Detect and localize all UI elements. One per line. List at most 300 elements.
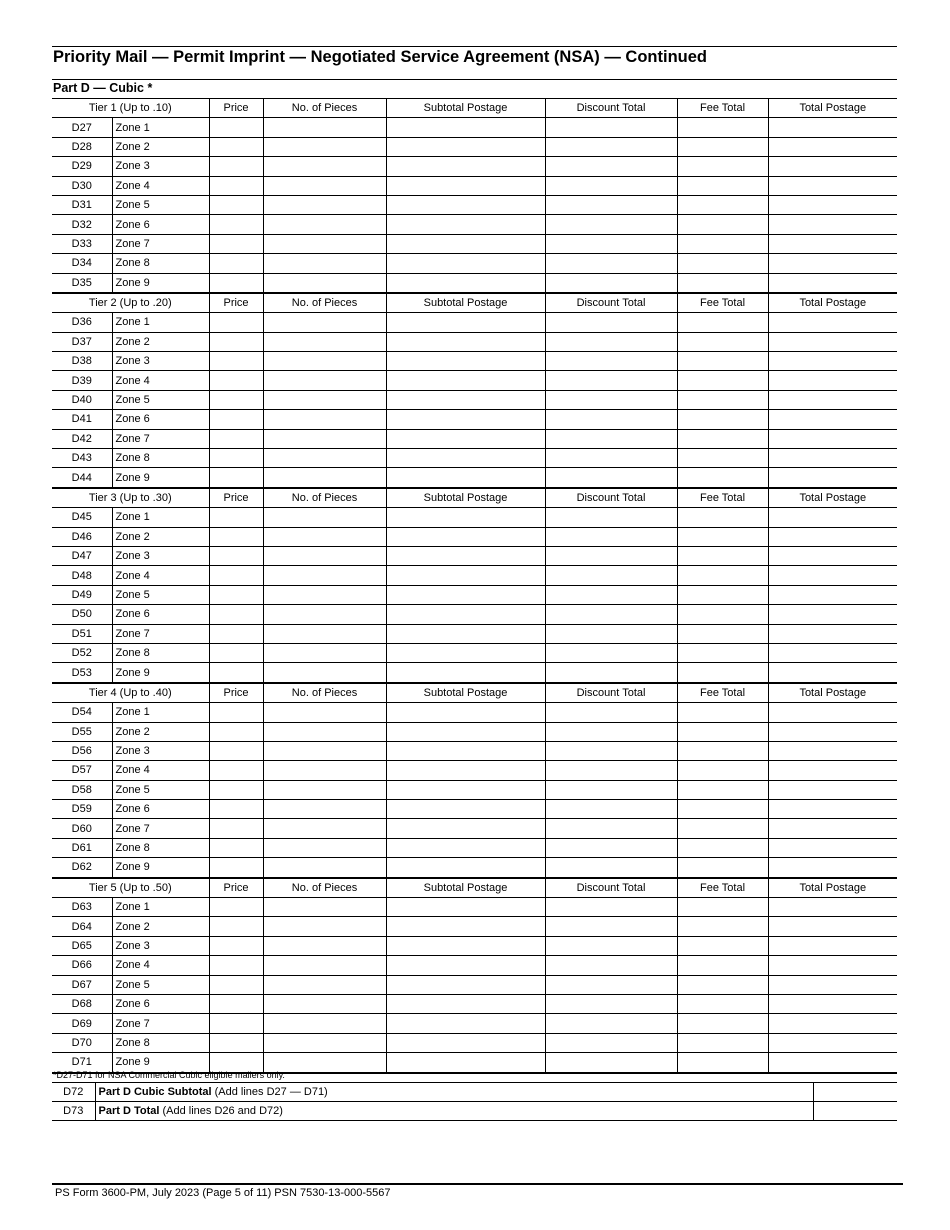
entry-field[interactable] <box>209 313 263 332</box>
entry-field[interactable] <box>263 761 386 780</box>
entry-field[interactable] <box>768 1053 897 1073</box>
entry-field[interactable] <box>768 118 897 137</box>
entry-field[interactable] <box>677 605 768 624</box>
line-code: D49 <box>52 585 112 604</box>
entry-field[interactable] <box>386 176 545 195</box>
column-header: Price <box>209 683 263 703</box>
entry-field[interactable] <box>263 352 386 371</box>
entry-field[interactable] <box>545 1053 677 1073</box>
entry-field[interactable] <box>768 137 897 156</box>
entry-field[interactable] <box>677 176 768 195</box>
entry-field[interactable] <box>263 741 386 760</box>
entry-field[interactable] <box>768 313 897 332</box>
entry-field[interactable] <box>768 703 897 722</box>
entry-field[interactable] <box>768 858 897 878</box>
entry-field[interactable] <box>545 468 677 488</box>
column-header: No. of Pieces <box>263 878 386 898</box>
entry-field[interactable] <box>677 936 768 955</box>
entry-field[interactable] <box>386 838 545 857</box>
entry-field[interactable] <box>768 838 897 857</box>
entry-field[interactable] <box>677 1014 768 1033</box>
entry-field[interactable] <box>545 410 677 429</box>
entry-field[interactable] <box>386 527 545 546</box>
entry-field[interactable] <box>263 956 386 975</box>
entry-field[interactable] <box>768 780 897 799</box>
entry-field[interactable] <box>263 663 386 683</box>
entry-field[interactable] <box>677 195 768 214</box>
entry-field[interactable] <box>677 566 768 585</box>
entry-field[interactable] <box>263 624 386 643</box>
line-code: D41 <box>52 410 112 429</box>
entry-field[interactable] <box>209 176 263 195</box>
entry-field[interactable] <box>209 838 263 857</box>
entry-field[interactable] <box>209 195 263 214</box>
entry-field[interactable] <box>545 352 677 371</box>
entry-field[interactable] <box>677 313 768 332</box>
entry-field[interactable] <box>209 234 263 253</box>
entry-field[interactable] <box>263 254 386 273</box>
entry-field[interactable] <box>263 994 386 1013</box>
entry-field[interactable] <box>386 118 545 137</box>
entry-field[interactable] <box>263 137 386 156</box>
entry-field[interactable] <box>768 195 897 214</box>
entry-field[interactable] <box>209 917 263 936</box>
entry-field[interactable] <box>209 449 263 468</box>
column-header: Fee Total <box>677 878 768 898</box>
table-row <box>52 956 897 975</box>
table-row <box>52 390 897 409</box>
entry-field[interactable] <box>768 994 897 1013</box>
entry-field[interactable] <box>545 313 677 332</box>
table-row <box>52 643 897 662</box>
entry-field[interactable] <box>677 663 768 683</box>
entry-field[interactable] <box>386 1014 545 1033</box>
entry-field[interactable] <box>545 137 677 156</box>
entry-field[interactable] <box>677 975 768 994</box>
entry-field[interactable] <box>677 819 768 838</box>
total-row <box>52 1102 897 1121</box>
column-header: Discount Total <box>545 99 677 118</box>
entry-field[interactable] <box>677 703 768 722</box>
entry-field[interactable] <box>263 234 386 253</box>
entry-field[interactable] <box>263 819 386 838</box>
entry-field[interactable] <box>768 508 897 527</box>
entry-field[interactable] <box>677 157 768 176</box>
entry-field[interactable] <box>545 118 677 137</box>
entry-field[interactable] <box>386 566 545 585</box>
entry-field[interactable] <box>768 1033 897 1052</box>
entry-field[interactable] <box>545 546 677 565</box>
entry-field[interactable] <box>545 858 677 878</box>
entry-field[interactable] <box>768 624 897 643</box>
entry-field[interactable] <box>545 780 677 799</box>
table-row <box>52 527 897 546</box>
entry-field[interactable] <box>209 956 263 975</box>
entry-field[interactable] <box>209 780 263 799</box>
entry-field[interactable] <box>386 956 545 975</box>
zone-label: Zone 8 <box>112 1033 209 1052</box>
entry-field[interactable] <box>263 838 386 857</box>
entry-field[interactable] <box>386 157 545 176</box>
entry-field[interactable] <box>386 643 545 662</box>
entry-field[interactable] <box>545 975 677 994</box>
entry-field[interactable] <box>677 332 768 351</box>
entry-field[interactable] <box>545 390 677 409</box>
entry-field[interactable] <box>209 936 263 955</box>
entry-field[interactable] <box>209 722 263 741</box>
entry-field[interactable] <box>209 352 263 371</box>
entry-field[interactable] <box>677 956 768 975</box>
entry-field[interactable] <box>386 858 545 878</box>
entry-field[interactable] <box>677 1053 768 1073</box>
entry-field[interactable] <box>386 761 545 780</box>
entry-field[interactable] <box>545 429 677 448</box>
entry-field[interactable] <box>209 566 263 585</box>
entry-field[interactable] <box>545 332 677 351</box>
entry-field[interactable] <box>677 215 768 234</box>
entry-field[interactable] <box>677 994 768 1013</box>
zone-label: Zone 5 <box>112 975 209 994</box>
entry-field[interactable] <box>263 566 386 585</box>
entry-field[interactable] <box>545 449 677 468</box>
entry-field[interactable] <box>386 215 545 234</box>
entry-field[interactable] <box>386 663 545 683</box>
entry-field[interactable] <box>545 273 677 293</box>
entry-field[interactable] <box>209 858 263 878</box>
entry-field[interactable] <box>263 410 386 429</box>
entry-field[interactable] <box>545 566 677 585</box>
entry-field[interactable] <box>768 254 897 273</box>
entry-field[interactable] <box>386 449 545 468</box>
table-row <box>52 722 897 741</box>
entry-field[interactable] <box>545 994 677 1013</box>
entry-field[interactable] <box>768 157 897 176</box>
entry-field[interactable] <box>209 1033 263 1052</box>
entry-field[interactable] <box>386 429 545 448</box>
entry-field[interactable] <box>768 605 897 624</box>
entry-field[interactable] <box>768 352 897 371</box>
amount-field[interactable] <box>813 1102 897 1121</box>
entry-field[interactable] <box>677 917 768 936</box>
entry-field[interactable] <box>209 137 263 156</box>
entry-field[interactable] <box>263 546 386 565</box>
zone-label: Zone 7 <box>112 624 209 643</box>
entry-field[interactable] <box>545 1033 677 1052</box>
entry-field[interactable] <box>386 585 545 604</box>
entry-field[interactable] <box>209 390 263 409</box>
entry-field[interactable] <box>263 858 386 878</box>
entry-field[interactable] <box>677 585 768 604</box>
entry-field[interactable] <box>386 273 545 293</box>
table-row <box>52 137 897 156</box>
entry-field[interactable] <box>209 118 263 137</box>
entry-field[interactable] <box>677 254 768 273</box>
entry-field[interactable] <box>768 468 897 488</box>
entry-field[interactable] <box>386 410 545 429</box>
entry-field[interactable] <box>209 624 263 643</box>
entry-field[interactable] <box>768 741 897 760</box>
entry-field[interactable] <box>209 468 263 488</box>
entry-field[interactable] <box>545 663 677 683</box>
entry-field[interactable] <box>386 624 545 643</box>
entry-field[interactable] <box>545 643 677 662</box>
zone-label: Zone 4 <box>112 761 209 780</box>
entry-field[interactable] <box>545 585 677 604</box>
entry-field[interactable] <box>263 215 386 234</box>
entry-field[interactable] <box>263 371 386 390</box>
line-code: D52 <box>52 643 112 662</box>
entry-field[interactable] <box>209 643 263 662</box>
entry-field[interactable] <box>263 429 386 448</box>
table-row <box>52 703 897 722</box>
entry-field[interactable] <box>386 819 545 838</box>
entry-field[interactable] <box>386 254 545 273</box>
entry-field[interactable] <box>768 371 897 390</box>
entry-field[interactable] <box>209 741 263 760</box>
entry-field[interactable] <box>677 780 768 799</box>
entry-field[interactable] <box>768 176 897 195</box>
entry-field[interactable] <box>768 975 897 994</box>
entry-field[interactable] <box>263 527 386 546</box>
entry-field[interactable] <box>545 917 677 936</box>
amount-field[interactable] <box>813 1083 897 1102</box>
entry-field[interactable] <box>677 137 768 156</box>
entry-field[interactable] <box>209 546 263 565</box>
entry-field[interactable] <box>677 898 768 917</box>
entry-field[interactable] <box>386 936 545 955</box>
entry-field[interactable] <box>263 585 386 604</box>
line-code: D47 <box>52 546 112 565</box>
entry-field[interactable] <box>768 917 897 936</box>
entry-field[interactable] <box>386 741 545 760</box>
entry-field[interactable] <box>263 898 386 917</box>
entry-field[interactable] <box>677 468 768 488</box>
entry-field[interactable] <box>768 332 897 351</box>
entry-field[interactable] <box>677 508 768 527</box>
entry-field[interactable] <box>677 722 768 741</box>
entry-field[interactable] <box>545 215 677 234</box>
entry-field[interactable] <box>209 508 263 527</box>
entry-field[interactable] <box>768 410 897 429</box>
entry-field[interactable] <box>386 898 545 917</box>
line-code: D32 <box>52 215 112 234</box>
entry-field[interactable] <box>677 410 768 429</box>
entry-field[interactable] <box>209 975 263 994</box>
entry-field[interactable] <box>263 508 386 527</box>
entry-field[interactable] <box>263 936 386 955</box>
entry-field[interactable] <box>386 975 545 994</box>
entry-field[interactable] <box>386 234 545 253</box>
entry-field[interactable] <box>386 722 545 741</box>
entry-field[interactable] <box>545 761 677 780</box>
entry-field[interactable] <box>768 761 897 780</box>
entry-field[interactable] <box>386 137 545 156</box>
line-code: D40 <box>52 390 112 409</box>
entry-field[interactable] <box>768 1014 897 1033</box>
entry-field[interactable] <box>386 195 545 214</box>
entry-field[interactable] <box>768 956 897 975</box>
entry-field[interactable] <box>263 1033 386 1052</box>
entry-field[interactable] <box>677 1033 768 1052</box>
entry-field[interactable] <box>545 741 677 760</box>
entry-field[interactable] <box>677 449 768 468</box>
entry-field[interactable] <box>677 858 768 878</box>
entry-field[interactable] <box>545 838 677 857</box>
entry-field[interactable] <box>263 722 386 741</box>
entry-field[interactable] <box>545 1014 677 1033</box>
entry-field[interactable] <box>768 390 897 409</box>
line-label-rest: (Add lines D27 — D71) <box>211 1086 328 1098</box>
column-header: No. of Pieces <box>263 99 386 118</box>
entry-field[interactable] <box>768 449 897 468</box>
entry-field[interactable] <box>677 546 768 565</box>
entry-field[interactable] <box>545 527 677 546</box>
entry-field[interactable] <box>263 449 386 468</box>
entry-field[interactable] <box>677 800 768 819</box>
entry-field[interactable] <box>209 761 263 780</box>
entry-field[interactable] <box>263 917 386 936</box>
entry-field[interactable] <box>263 605 386 624</box>
entry-field[interactable] <box>209 1014 263 1033</box>
entry-field[interactable] <box>677 371 768 390</box>
entry-field[interactable] <box>209 605 263 624</box>
table-row <box>52 800 897 819</box>
entry-field[interactable] <box>386 605 545 624</box>
entry-field[interactable] <box>768 800 897 819</box>
entry-field[interactable] <box>768 585 897 604</box>
entry-field[interactable] <box>677 643 768 662</box>
entry-field[interactable] <box>677 624 768 643</box>
entry-field[interactable] <box>545 722 677 741</box>
entry-field[interactable] <box>209 800 263 819</box>
entry-field[interactable] <box>768 273 897 293</box>
entry-field[interactable] <box>677 527 768 546</box>
entry-field[interactable] <box>263 643 386 662</box>
entry-field[interactable] <box>545 703 677 722</box>
entry-field[interactable] <box>768 566 897 585</box>
entry-field[interactable] <box>263 273 386 293</box>
entry-field[interactable] <box>545 936 677 955</box>
entry-field[interactable] <box>209 819 263 838</box>
entry-field[interactable] <box>545 157 677 176</box>
entry-field[interactable] <box>209 898 263 917</box>
entry-field[interactable] <box>386 1053 545 1073</box>
entry-field[interactable] <box>386 468 545 488</box>
entry-field[interactable] <box>677 838 768 857</box>
entry-field[interactable] <box>545 195 677 214</box>
entry-field[interactable] <box>768 722 897 741</box>
entry-field[interactable] <box>768 663 897 683</box>
entry-field[interactable] <box>263 800 386 819</box>
entry-field[interactable] <box>545 605 677 624</box>
entry-field[interactable] <box>545 508 677 527</box>
entry-field[interactable] <box>209 429 263 448</box>
entry-field[interactable] <box>545 956 677 975</box>
entry-field[interactable] <box>209 703 263 722</box>
entry-field[interactable] <box>545 800 677 819</box>
entry-field[interactable] <box>386 371 545 390</box>
entry-field[interactable] <box>545 254 677 273</box>
entry-field[interactable] <box>209 585 263 604</box>
entry-field[interactable] <box>386 703 545 722</box>
entry-field[interactable] <box>386 508 545 527</box>
entry-field[interactable] <box>386 917 545 936</box>
entry-field[interactable] <box>768 527 897 546</box>
entry-field[interactable] <box>545 234 677 253</box>
tier-header-row <box>52 99 897 118</box>
entry-field[interactable] <box>768 215 897 234</box>
entry-field[interactable] <box>263 157 386 176</box>
entry-field[interactable] <box>263 703 386 722</box>
entry-field[interactable] <box>386 994 545 1013</box>
entry-field[interactable] <box>386 1033 545 1052</box>
entry-field[interactable] <box>209 663 263 683</box>
entry-field[interactable] <box>209 994 263 1013</box>
zone-label: Zone 4 <box>112 956 209 975</box>
entry-field[interactable] <box>768 234 897 253</box>
entry-field[interactable] <box>677 234 768 253</box>
entry-field[interactable] <box>263 332 386 351</box>
entry-field[interactable] <box>677 390 768 409</box>
entry-field[interactable] <box>209 215 263 234</box>
entry-field[interactable] <box>545 898 677 917</box>
entry-field[interactable] <box>386 546 545 565</box>
line-code: D68 <box>52 994 112 1013</box>
entry-field[interactable] <box>263 1014 386 1033</box>
entry-field[interactable] <box>263 780 386 799</box>
entry-field[interactable] <box>545 819 677 838</box>
entry-field[interactable] <box>386 800 545 819</box>
entry-field[interactable] <box>209 410 263 429</box>
entry-field[interactable] <box>209 273 263 293</box>
entry-field[interactable] <box>677 429 768 448</box>
entry-field[interactable] <box>386 780 545 799</box>
entry-field[interactable] <box>263 390 386 409</box>
entry-field[interactable] <box>209 254 263 273</box>
entry-field[interactable] <box>545 624 677 643</box>
entry-field[interactable] <box>677 741 768 760</box>
entry-field[interactable] <box>768 898 897 917</box>
entry-field[interactable] <box>386 313 545 332</box>
entry-field[interactable] <box>768 819 897 838</box>
entry-field[interactable] <box>209 157 263 176</box>
entry-field[interactable] <box>386 390 545 409</box>
entry-field[interactable] <box>545 176 677 195</box>
entry-field[interactable] <box>768 643 897 662</box>
column-header: Subtotal Postage <box>386 683 545 703</box>
entry-field[interactable] <box>545 371 677 390</box>
entry-field[interactable] <box>263 975 386 994</box>
entry-field[interactable] <box>768 936 897 955</box>
entry-field[interactable] <box>209 332 263 351</box>
entry-field[interactable] <box>263 195 386 214</box>
entry-field[interactable] <box>768 546 897 565</box>
entry-field[interactable] <box>768 429 897 448</box>
entry-field[interactable] <box>677 118 768 137</box>
entry-field[interactable] <box>263 468 386 488</box>
entry-field[interactable] <box>263 176 386 195</box>
entry-field[interactable] <box>209 527 263 546</box>
entry-field[interactable] <box>677 273 768 293</box>
entry-field[interactable] <box>677 352 768 371</box>
column-header: Fee Total <box>677 99 768 118</box>
entry-field[interactable] <box>386 332 545 351</box>
entry-field[interactable] <box>677 761 768 780</box>
entry-field[interactable] <box>263 313 386 332</box>
entry-field[interactable] <box>386 352 545 371</box>
entry-field[interactable] <box>209 371 263 390</box>
entry-field[interactable] <box>263 118 386 137</box>
